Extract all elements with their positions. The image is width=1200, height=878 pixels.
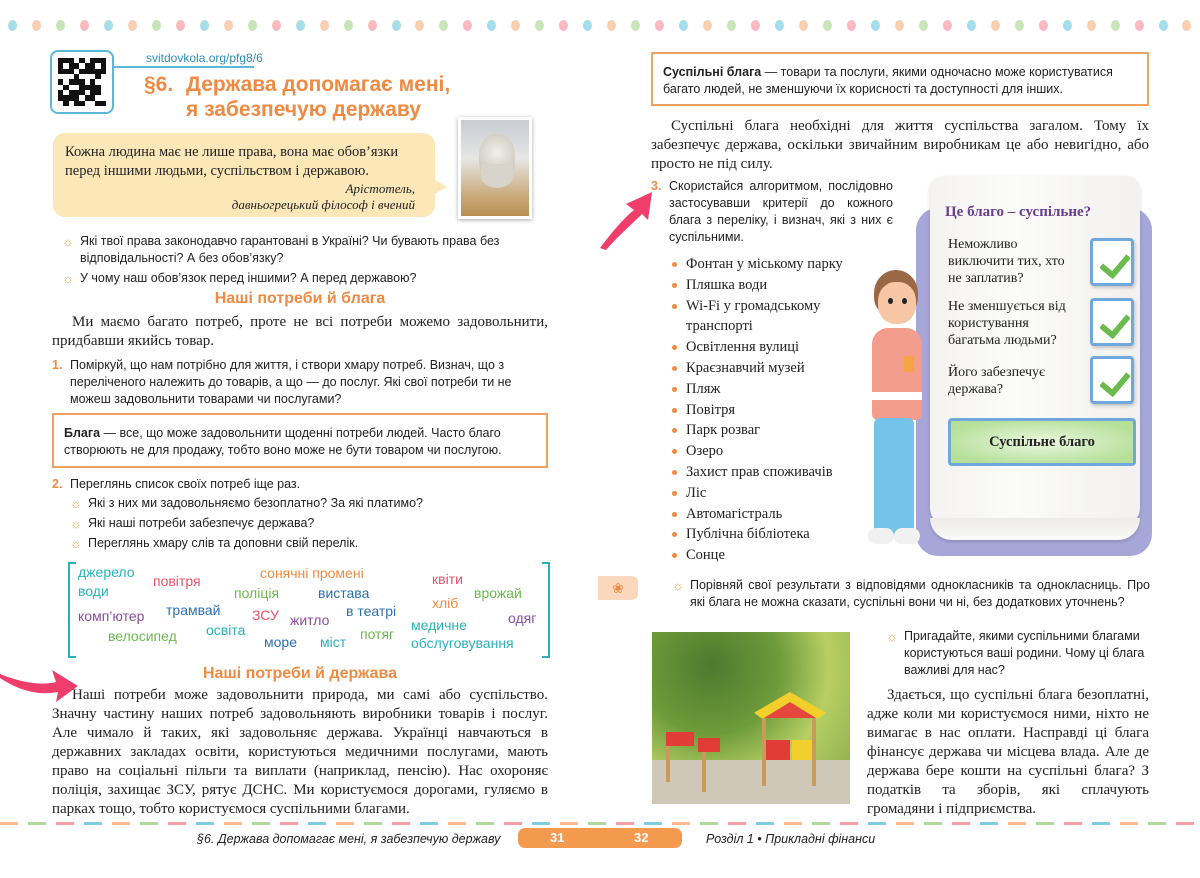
cloud-word: трамвай	[166, 602, 221, 618]
aristotle-portrait	[458, 117, 532, 219]
decor-dot	[583, 20, 592, 31]
sun-bullet-icon: ☼	[672, 578, 684, 593]
page-title	[144, 72, 450, 122]
criterion-2: Не зменшується від користування багатьма людьми?	[948, 299, 1066, 348]
cloud-word: поліція	[234, 585, 280, 601]
task-2	[52, 476, 548, 493]
title-line-1: Держава допомагає мені,	[186, 73, 451, 96]
decor-dot	[1087, 20, 1096, 31]
algorithm-scroll	[930, 176, 1140, 526]
task-1	[52, 357, 548, 408]
section-number: §6.	[144, 73, 174, 96]
task-2-sublist	[70, 495, 550, 552]
decor-dot	[1039, 20, 1048, 31]
page-numbers	[518, 828, 682, 848]
bracket-left	[68, 562, 76, 658]
decor-dot	[727, 20, 736, 31]
checkmark-icon	[1090, 298, 1134, 346]
cloud-word: міст	[320, 634, 347, 650]
decor-dash	[84, 822, 102, 825]
decor-dot	[847, 20, 856, 31]
decor-dash	[812, 822, 830, 825]
decor-dash	[476, 822, 494, 825]
decor-dash	[532, 822, 550, 825]
decor-dot	[176, 20, 185, 31]
list-item: ☼ Переглянь хмару слів та доповни свій перелік.	[70, 536, 359, 551]
decor-dot	[32, 20, 41, 31]
cloud-word: джерело	[78, 564, 135, 580]
decor-dot	[871, 20, 880, 31]
decor-dot	[296, 20, 305, 31]
definition-term: Суспільні блага	[663, 65, 762, 79]
top-dots-border	[8, 20, 1192, 32]
cloud-word: одяг	[508, 610, 537, 626]
task-text: Поміркуй, що нам потрібно для життя, і створи хмару потреб. Визнач, що з переліченого належить до товарів, а що — до послуг. Які свої потреби ти не можеш задовольнити товарами чи послугами?	[70, 358, 512, 406]
decor-dash	[336, 822, 354, 825]
decor-dash	[0, 822, 18, 825]
decor-dash	[1064, 822, 1082, 825]
decor-dash	[672, 822, 690, 825]
list-item: ☼ Які з них ми задовольняємо безоплатно? За які платимо?	[70, 496, 423, 511]
sun-bullet-icon: ☼	[70, 496, 82, 511]
quote-author: Арістотель,	[345, 181, 415, 196]
decor-dash	[280, 822, 298, 825]
decor-dash	[504, 822, 522, 825]
decor-dot	[895, 20, 904, 31]
decor-dash	[1120, 822, 1138, 825]
decor-dot	[535, 20, 544, 31]
sun-bullet-icon: ☼	[70, 516, 82, 531]
question-recall: ☼ Пригадайте, якими суспільними благами користуються ваші родини. Чому ці блага важливі для нас?	[886, 629, 1145, 677]
decor-dash	[392, 822, 410, 825]
footer-chapter: Розділ 1 • Прикладні фінанси	[706, 832, 876, 846]
bottom-dashed-border	[0, 822, 1200, 825]
decor-dash	[588, 822, 606, 825]
decor-dash	[196, 822, 214, 825]
list-item: Пляшка води	[672, 275, 872, 296]
decor-dot	[104, 20, 113, 31]
decor-dot	[559, 20, 568, 31]
url-connector	[114, 66, 254, 68]
cloud-word: хліб	[432, 595, 459, 611]
decor-dash	[1036, 822, 1054, 825]
paragraph-needs: Ми маємо багато потреб, проте не всі потреби можемо задовольнити, придбавши якийсь товар.	[52, 314, 548, 349]
decor-dash	[252, 822, 270, 825]
list-item: Ліс	[672, 483, 872, 504]
footer-section-title: §6. Держава допомагає мені, я забезпечую державу	[197, 832, 501, 846]
decor-dot	[1135, 20, 1144, 31]
decor-dot	[1015, 20, 1024, 31]
bracket-right	[542, 562, 550, 658]
decor-dash	[868, 822, 886, 825]
definition-term: Блага	[64, 426, 101, 440]
decor-dot	[919, 20, 928, 31]
sun-bullet-icon: ☼	[62, 234, 74, 249]
scroll-curl	[930, 518, 1140, 540]
decor-dot	[751, 20, 760, 31]
qr-code-icon[interactable]	[50, 50, 114, 114]
cloud-word: освіта	[206, 622, 246, 638]
cloud-word: комп’ютер	[78, 608, 145, 624]
algorithm-title: Це благо – суспільне?	[945, 204, 1092, 220]
decor-dash	[1176, 822, 1194, 825]
title-line-2: я забезпечую державу	[186, 98, 421, 121]
decor-dash	[784, 822, 802, 825]
decor-dash	[700, 822, 718, 825]
playground-photo	[652, 632, 850, 804]
list-item: Освітлення вулиці	[672, 337, 872, 358]
cloud-word: квіти	[432, 571, 463, 587]
decor-dot	[152, 20, 161, 31]
word-cloud	[68, 562, 550, 658]
decor-dash	[756, 822, 774, 825]
cloud-word: води	[78, 583, 109, 599]
decor-dot	[320, 20, 329, 31]
decor-dot	[1159, 20, 1168, 31]
decor-dot	[200, 20, 209, 31]
decor-dot	[775, 20, 784, 31]
decor-dash	[112, 822, 130, 825]
cloud-word: вистава	[318, 585, 370, 601]
decor-dash	[840, 822, 858, 825]
decor-dot	[248, 20, 257, 31]
cloud-word: сонячні промені	[260, 565, 364, 581]
cloud-word: потяг	[360, 626, 395, 642]
decor-dot	[703, 20, 712, 31]
definition-text: — все, що може задовольнити щоденні потреби людей. Часто благо створюють не для продажу, тобто воно може не бути товаром чи послугою.	[64, 426, 502, 457]
cloud-word: велосипед	[108, 628, 177, 644]
decor-dash	[168, 822, 186, 825]
task-number: 2.	[52, 477, 63, 491]
decor-dot	[679, 20, 688, 31]
cloud-word: море	[264, 634, 297, 650]
decor-dash	[1092, 822, 1110, 825]
sun-bullet-icon: ☼	[70, 536, 82, 551]
list-item: Краєзнавчий музей	[672, 358, 872, 379]
task-text: Переглянь список своїх потреб іще раз.	[70, 477, 301, 491]
decor-dash	[140, 822, 158, 825]
definition-text: — товари та послуги, якими одночасно може користуватися багато людей, не зменшуючи їх корисності та доступності для інших.	[663, 65, 1113, 96]
heading-needs-goods: Наші потреби й блага	[214, 290, 386, 307]
pink-arrow-icon	[598, 188, 654, 250]
decor-dash	[644, 822, 662, 825]
list-item: Wi-Fi у громадському транспорті	[672, 296, 872, 338]
list-item: Озеро	[672, 441, 872, 462]
decor-dash	[448, 822, 466, 825]
character-illustration	[858, 270, 938, 560]
page-number-right: 32	[634, 830, 649, 845]
list-item: ☼ Які наші потреби забезпечує держава?	[70, 516, 315, 531]
decor-dot	[272, 20, 281, 31]
decor-dash	[56, 822, 74, 825]
list-item: ☼ У чому наш обов’язок перед іншими? А перед державою?	[62, 271, 417, 286]
list-item: Публічна бібліотека	[672, 524, 872, 545]
task-number: 3.	[651, 179, 662, 193]
quote-bubble	[53, 133, 435, 217]
decor-dash	[560, 822, 578, 825]
checkmark-icon	[1090, 238, 1134, 286]
task-number: 1.	[52, 358, 63, 372]
decor-dot	[1063, 20, 1072, 31]
decor-dot	[487, 20, 496, 31]
checkmark-icon	[1090, 356, 1134, 404]
decor-dash	[952, 822, 970, 825]
decor-dash	[224, 822, 242, 825]
decor-dash	[616, 822, 634, 825]
decor-dot	[368, 20, 377, 31]
group-work-icon: ❀	[598, 576, 638, 600]
decor-dot	[128, 20, 137, 31]
paragraph-public-goods: Суспільні блага необхідні для життя суспільства загалом. Тому їх забезпечує держава, оскільки звичайним виробникам це або невигідно, або просто не під силу.	[651, 118, 1149, 172]
decor-dot	[1182, 20, 1191, 31]
decor-dot	[56, 20, 65, 31]
cloud-word: житло	[290, 612, 330, 628]
list-item: Захист прав споживачів	[672, 462, 872, 483]
decor-dot	[392, 20, 401, 31]
decor-dash	[1008, 822, 1026, 825]
decor-dot	[415, 20, 424, 31]
heading-needs-state: Наші потреби й держава	[202, 665, 398, 682]
decor-dot	[655, 20, 664, 31]
decor-dot	[607, 20, 616, 31]
decor-dot	[344, 20, 353, 31]
result-public-good: Суспільне благо	[948, 418, 1136, 466]
decor-dash	[896, 822, 914, 825]
task-3	[651, 178, 893, 246]
definition-box-goods	[52, 413, 548, 468]
decor-dot	[224, 20, 233, 31]
cloud-word: медичне	[411, 617, 467, 633]
decor-dot	[1111, 20, 1120, 31]
decor-dash	[364, 822, 382, 825]
goods-list	[672, 254, 872, 566]
decor-dot	[991, 20, 1000, 31]
sun-bullet-icon: ☼	[62, 271, 74, 286]
decor-dot	[967, 20, 976, 31]
task-text: Скористайся алгоритмом, послідовно застосувавши критерії до кожного блага з переліку, і визнач, які з них є суспільними.	[669, 179, 893, 244]
decor-dash	[924, 822, 942, 825]
decor-dot	[439, 20, 448, 31]
criterion-1: Неможливо виключити тих, хто не заплатив?	[948, 237, 1065, 286]
page-number-left: 31	[550, 830, 565, 845]
definition-box-public-goods	[651, 52, 1149, 106]
decor-dash	[728, 822, 746, 825]
decor-dot	[799, 20, 808, 31]
list-item: Пляж	[672, 379, 872, 400]
list-item: ☼ Які твої права законодавчо гарантовані в Україні? Чи бувають права без відповідальності? А без обов’язку?	[62, 234, 500, 265]
list-item: Повітря	[672, 400, 872, 421]
decor-dash	[980, 822, 998, 825]
list-item: Сонце	[672, 545, 872, 566]
cloud-word: повітря	[153, 573, 201, 589]
decor-dot	[80, 20, 89, 31]
quote-author-desc: давньогрецький філософ і вчений	[231, 197, 415, 212]
cloud-word: в театрі	[346, 603, 397, 619]
cloud-word: ЗСУ	[252, 607, 279, 623]
decor-dot	[823, 20, 832, 31]
cloud-word: врожай	[474, 585, 522, 601]
list-item: Автомагістраль	[672, 504, 872, 525]
decor-dash	[1148, 822, 1166, 825]
decor-dash	[308, 822, 326, 825]
list-item: Фонтан у міському парку	[672, 254, 872, 275]
paragraph-state: Наші потреби може задовольнити природа, ми самі або суспільство. Значну частину наших потреб задовольняють виробники товарів і послуг. Але чимало й таких, які задовольняє держава. Українці навчаються в державних закладах освіти, користуються медичними послугами, мають право на соціальні пільги та виплати (наприклад, пенсію). Нас охороняє поліція, захищає ЗСУ, рятує ДСНС. Ми користуємося дорогами, гуляємо в парках тощо, тобто користуємося суспільними благами.	[52, 687, 548, 817]
decor-dot	[463, 20, 472, 31]
sun-bullet-icon: ☼	[886, 629, 898, 644]
decor-dot	[8, 20, 17, 31]
question-list	[62, 233, 552, 290]
decor-dot	[631, 20, 640, 31]
decor-dot	[943, 20, 952, 31]
question-compare: ☼ Порівняй свої результати з відповідями однокласників та однокласниць. Про які блага не можна сказати, суспільні вони чи ні, без додаткових уточнень?	[672, 578, 1150, 609]
decor-dash	[420, 822, 438, 825]
paragraph-funding: Здається, що суспільні блага безоплатні, адже коли ми користуємося ними, ніхто не вимагає в нас оплати. Насправді ці блага фінансує держава чи місцева влада. Але де держава бере кошти на суспільні блага? З податків та зборів, які сплачують громадяни і підприємства.	[867, 687, 1149, 817]
criterion-3: Його забезпечує держава?	[948, 365, 1046, 397]
decor-dot	[511, 20, 520, 31]
list-item: Парк розваг	[672, 420, 872, 441]
cloud-word: обслуговування	[411, 635, 514, 651]
decor-dash	[28, 822, 46, 825]
quote-text: Кожна людина має не лише права, вона має обов’язки перед іншими людьми, суспільством і державою.	[65, 144, 399, 179]
resource-link[interactable]: svitdovkola.org/pfg8/6	[146, 51, 263, 65]
